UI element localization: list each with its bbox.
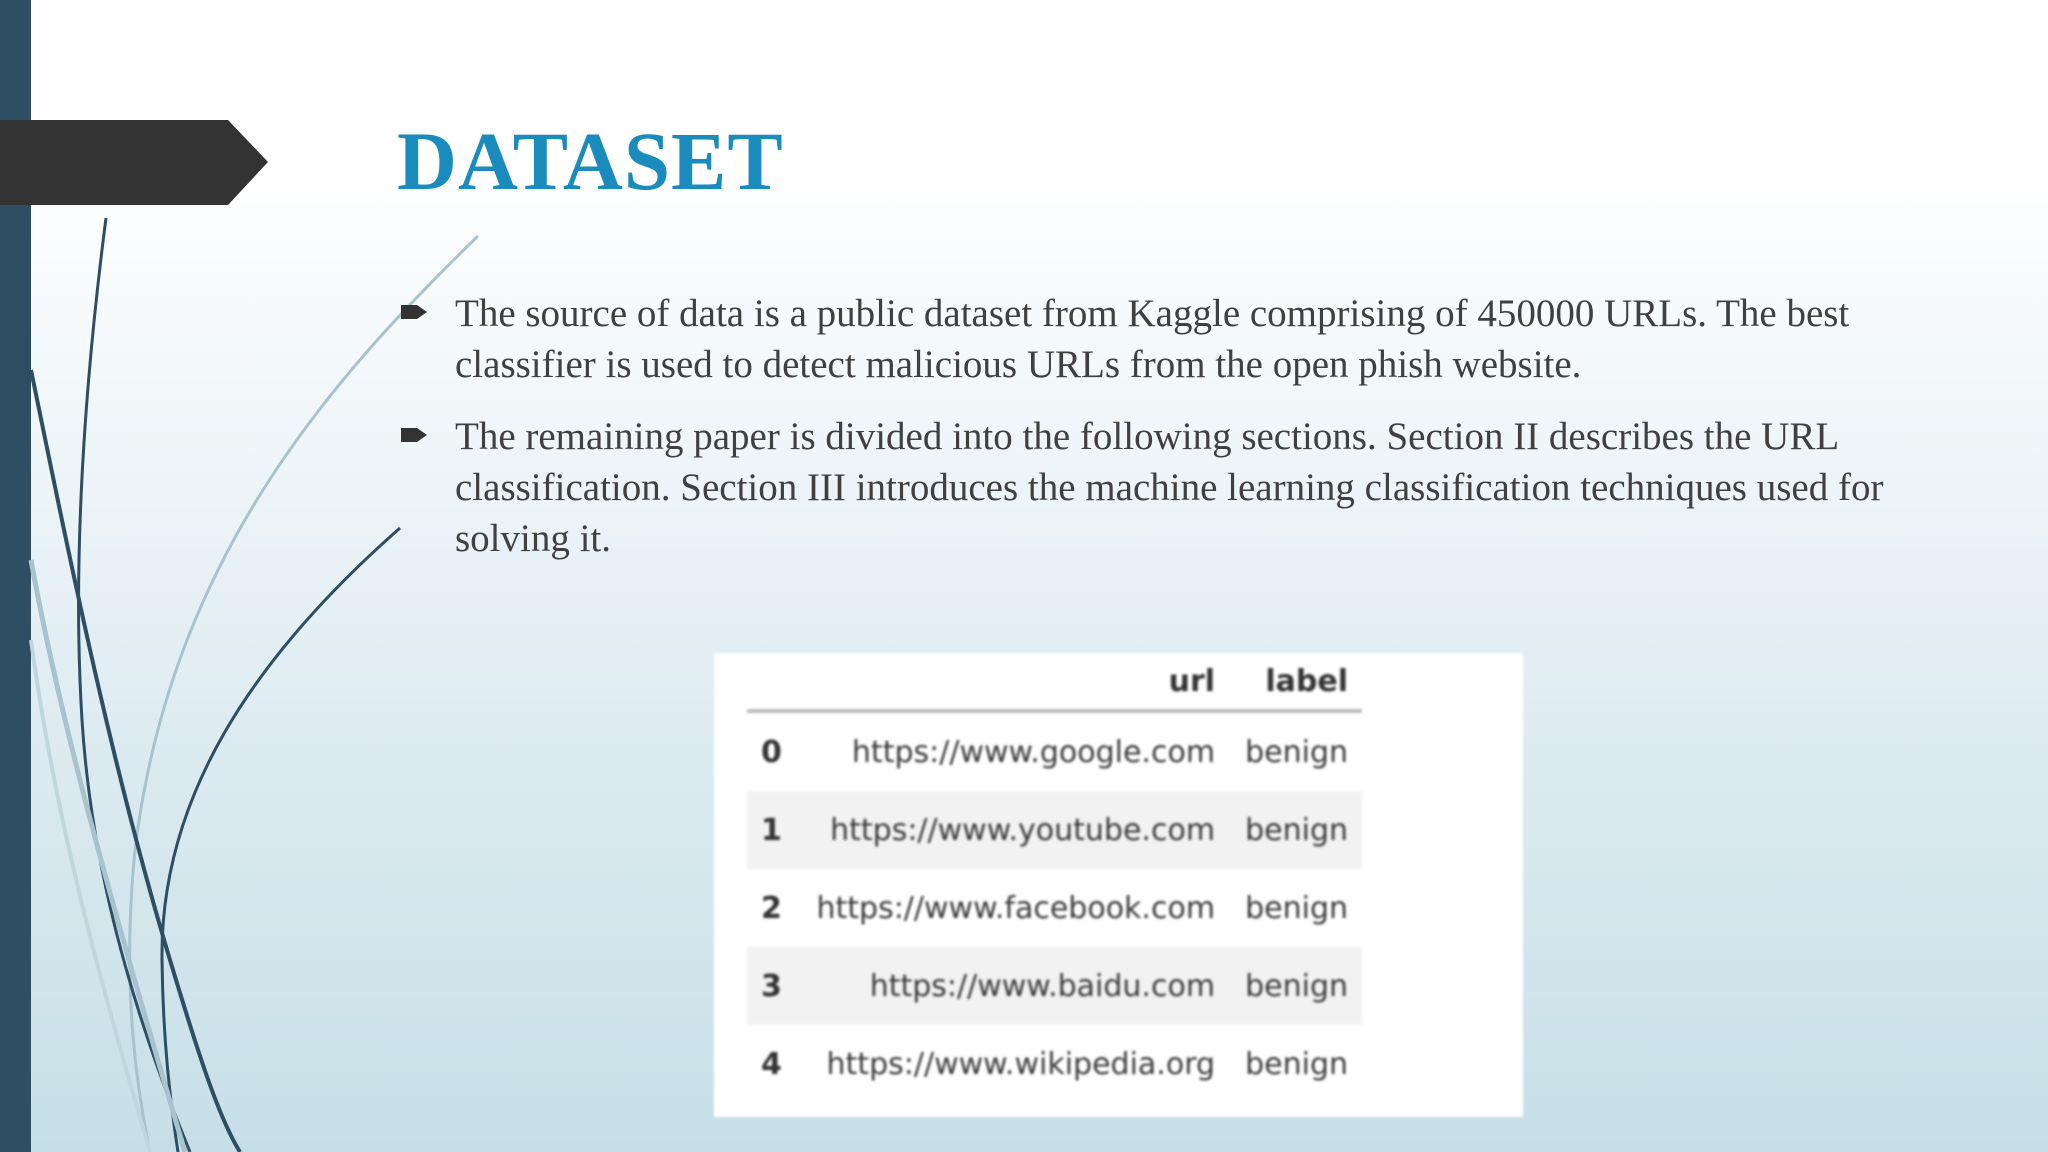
slide-title: DATASET (397, 115, 784, 207)
arrow-bullet-icon (398, 301, 430, 323)
row-index: 3 (747, 947, 796, 1025)
label-column-header: label (1229, 653, 1362, 711)
bullet-item (398, 288, 1898, 390)
row-index: 4 (761, 1046, 782, 1082)
row-label: benign (1245, 734, 1348, 770)
row-index: 1 (747, 791, 796, 869)
row-index: 0 (761, 734, 782, 770)
index-column-header (747, 653, 796, 711)
url-column-header: url (796, 653, 1229, 711)
row-label: benign (1229, 791, 1362, 869)
table-row (747, 791, 1362, 869)
row-url: https://www.baidu.com (796, 947, 1229, 1025)
row-url: https://www.google.com (851, 734, 1216, 770)
bullet-text: The remaining paper is divided into the following sections. Section II describes the URL classification. Section III introduces the machine learning classification techniques used for solving it. (455, 415, 1884, 560)
arrow-bullet-icon (398, 424, 430, 446)
row-label: benign (1245, 1046, 1348, 1082)
bullet-list (398, 288, 1898, 585)
table-row (747, 711, 1362, 791)
bullet-item (398, 411, 1898, 564)
bullet-text: The source of data is a public dataset from Kaggle comprising of 450000 URLs. The best classifier is used to detect malicious URLs from the open phish website. (455, 292, 1850, 386)
row-index: 2 (761, 890, 782, 926)
row-url: https://www.wikipedia.org (826, 1046, 1216, 1082)
table-row (747, 1025, 1362, 1103)
row-label: benign (1245, 890, 1348, 926)
dataset-table (747, 653, 1362, 1103)
row-label: benign (1229, 947, 1362, 1025)
title-tab-shape (0, 120, 270, 205)
row-url: https://www.youtube.com (796, 791, 1229, 869)
table-header-row (747, 653, 1362, 711)
table-row (747, 947, 1362, 1025)
table-row (747, 869, 1362, 947)
dataset-table-image (714, 653, 1523, 1117)
row-url: https://www.facebook.com (816, 890, 1216, 926)
